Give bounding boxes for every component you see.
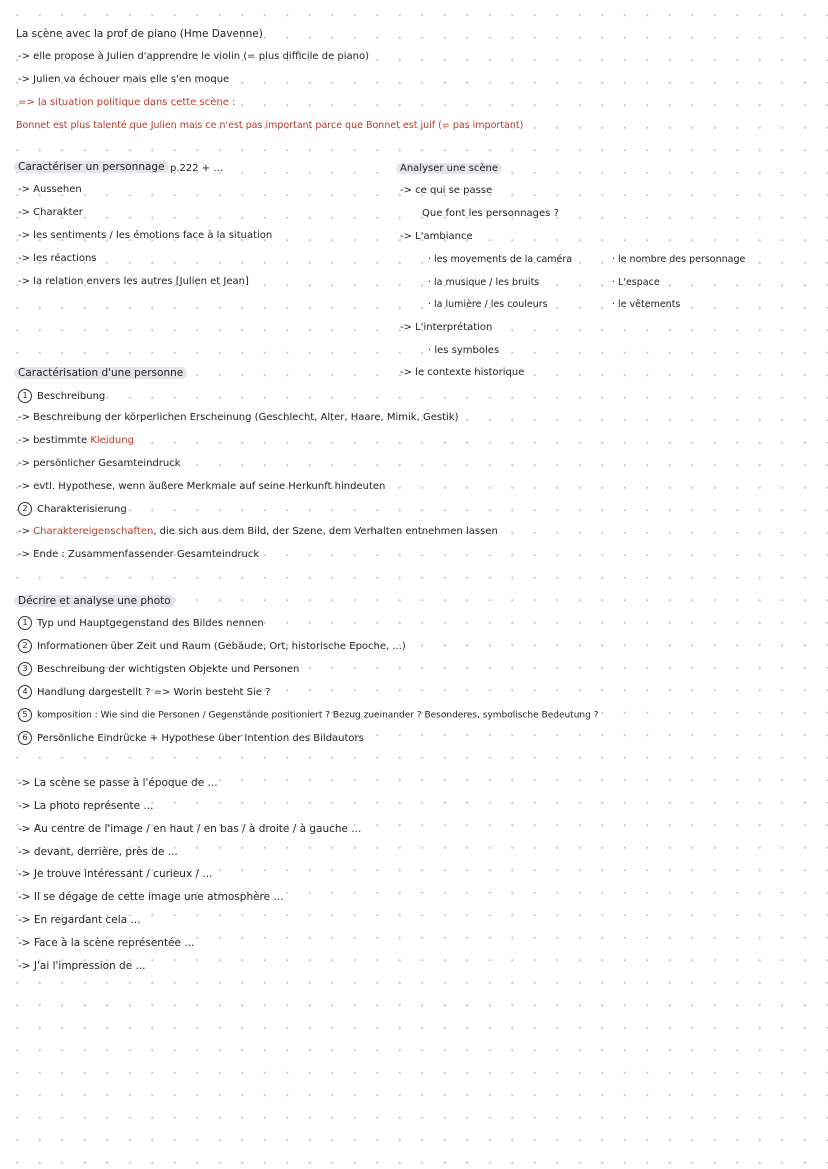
analyser-line: Que font les personnages ? [422,208,559,219]
analyser-right-line: · L'espace [612,277,660,288]
photo-step [18,708,598,723]
line-prefix: -> [18,526,34,537]
step-text: Beschreibung [37,391,106,402]
phrase-line: -> Il se dégage de cette image une atmosphère ... [18,891,284,903]
step-text: Handlung dargestellt ? => Worin besteht Sie ? [37,687,271,698]
photo-title [14,594,175,608]
analyser-line: -> ce qui se passe [400,185,493,196]
analyser-line: -> L'ambiance [400,231,473,242]
phrase-line: -> devant, derrière, près de ... [18,846,178,858]
number-circle: 1 [18,389,32,403]
step-text: Beschreibung der wichtigsten Objekte und Personen [37,664,300,675]
step-text: Informationen über Zeit und Raum (Gebäude, Ort, historische Epoche, ...) [37,641,406,652]
intro-line-5: Bonnet est plus talenté que Julien mais ce n'est pas important parce que Bonnet est juif (= pas important) [16,120,524,131]
photo-step [18,639,406,654]
analyser-right-line: · le vêtements [612,299,681,310]
caract-item: -> la relation envers les autres [Julien et Jean] [18,276,249,287]
caracterisation-title [14,366,187,380]
caracterisation-line: -> Beschreibung der körperlichen Erscheinung (Geschlecht, Alter, Haare, Mimik, Gestik) [18,412,459,423]
caracterisation-step-2 [18,502,127,517]
caracterisation-line: -> persönlicher Gesamteindruck [18,458,181,469]
phrase-line: -> En regardant cela ... [18,914,141,926]
number-circle: 4 [18,685,32,699]
analyser-line: · la musique / les bruits [428,277,540,288]
phrase-line: -> Je trouve intéressant / curieux / ... [18,868,213,880]
step-text: Persönliche Eindrücke + Hypothese über Intention des Bildautors [37,733,364,744]
charaktereigenschaften-red: Charaktereigenschaften [33,526,154,537]
photo-step [18,616,264,631]
caracterisation-line: -> evtl. Hypothese, wenn äußere Merkmale auf seine Herkunft hindeuten [18,481,386,492]
caract-item: -> les sentiments / les émotions face à la situation [18,230,273,241]
caract-title [14,160,169,174]
analyser-title-text: Analyser une scène [396,163,502,174]
phrase-line: -> J'ai l'impression de ... [18,960,146,972]
photo-step [18,662,299,677]
number-circle: 5 [18,708,32,722]
analyser-title [396,162,502,176]
caracterisation-title-text: Caractérisation d'une personne [14,367,187,379]
step-text: komposition : Wie sind die Personen / Gegenstände positioniert ? Bezug zueinander ? Besonderes, symbolische Bedeutung ? [37,710,599,721]
caracterisation-step-1 [18,389,105,404]
caract-item: -> les réactions [18,253,97,264]
caracterisation-line [18,525,498,539]
number-circle: 2 [18,502,32,516]
number-circle: 6 [18,731,32,745]
kleidung-red: Kleidung [90,435,134,446]
intro-line-1: La scène avec la prof de piano (Hme Davenne) [16,28,263,40]
analyser-right-line: · le nombre des personnage [612,254,746,265]
line-prefix: -> bestimmte [18,435,91,446]
analyser-line: -> le contexte historique [400,367,525,378]
number-circle: 2 [18,639,32,653]
intro-line-4: => la situation politique dans cette scène : [18,97,236,108]
caracterisation-line: -> Ende : Zusammenfassender Gesamteindruck [18,549,260,560]
intro-line-2: -> elle propose à Julien d'apprendre le violin (= plus difficile de piano) [18,51,370,62]
phrase-line: -> Au centre de l'image / en haut / en bas / à droite / à gauche ... [18,823,362,835]
caracterisation-line [18,434,134,448]
caract-item: -> Charakter [18,207,83,218]
phrase-line: -> La photo représente ... [18,800,154,812]
analyser-line: · les symboles [428,345,500,356]
analyser-line: · la lumière / les couleurs [428,299,548,310]
number-circle: 3 [18,662,32,676]
photo-step [18,731,364,746]
step-text: Typ und Hauptgegenstand des Bildes nennen [37,618,264,629]
photo-title-text: Décrire et analyse une photo [14,595,175,607]
step-text: Charakterisierung [37,504,127,515]
analyser-line: · les movements de la caméra [428,254,573,265]
analyser-line: -> L'interprétation [400,322,493,333]
phrase-line: -> Face à la scène représentée ... [18,937,195,949]
caract-page-ref: p.222 + ... [170,163,223,174]
caract-title-text: Caractériser un personnage [14,161,169,173]
number-circle: 1 [18,616,32,630]
intro-line-3: -> Julien va échouer mais elle s'en moque [18,74,230,85]
photo-step [18,685,270,700]
phrase-line: -> La scène se passe à l'époque de ... [18,777,218,789]
caract-item: -> Aussehen [18,184,82,195]
line-suffix: , die sich aus dem Bild, der Szene, dem Verhalten entnehmen lassen [153,526,498,537]
